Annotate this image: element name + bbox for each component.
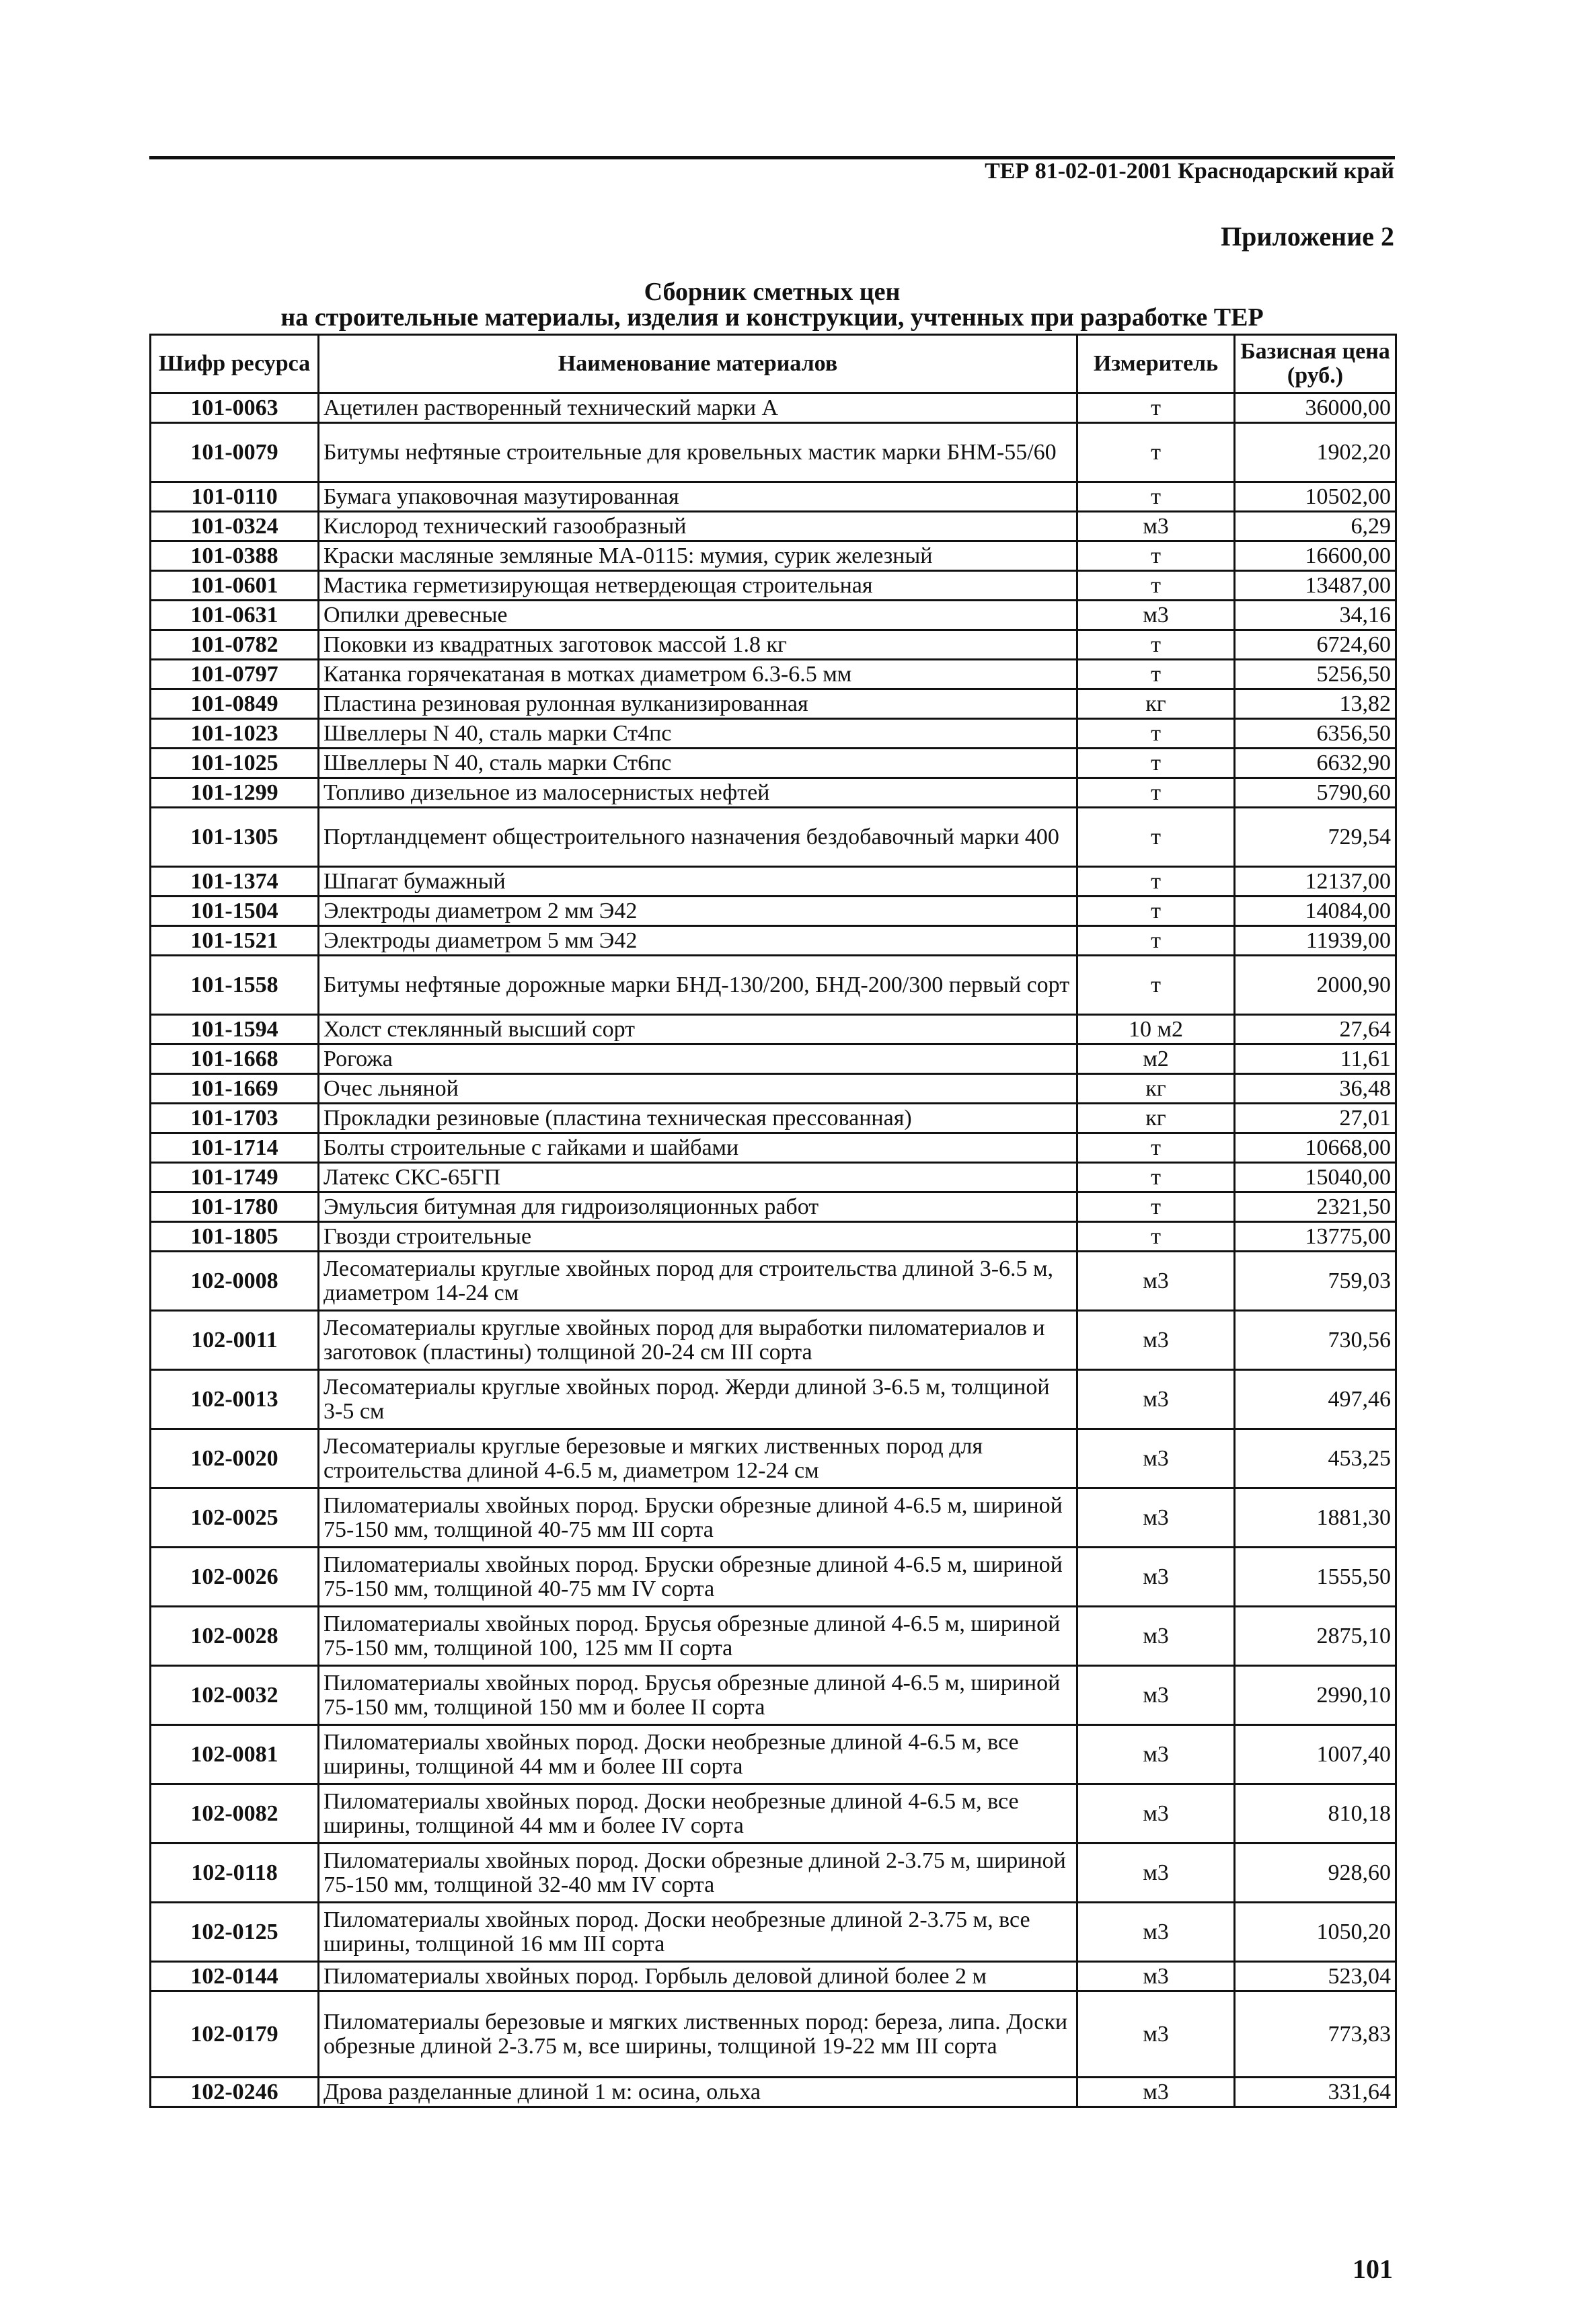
unit-cell: т	[1077, 749, 1235, 778]
resource-code-cell: 101-1299	[151, 778, 319, 808]
table-row	[151, 630, 1396, 660]
resource-code-cell: 101-0631	[151, 601, 319, 630]
unit-cell: м3	[1077, 1962, 1235, 1991]
table-header-row	[151, 335, 1396, 393]
material-name-cell: Кислород технический газообразный	[319, 512, 1077, 541]
table-row	[151, 689, 1396, 719]
unit-cell: т	[1077, 571, 1235, 601]
resource-code-cell: 101-1521	[151, 926, 319, 956]
resource-code-cell: 101-0110	[151, 482, 319, 512]
base-price-cell: 1555,50	[1235, 1548, 1396, 1607]
unit-cell: м3	[1077, 1370, 1235, 1429]
resource-code-cell: 102-0081	[151, 1725, 319, 1784]
table-row	[151, 808, 1396, 867]
table-row	[151, 749, 1396, 778]
material-name-cell: Пластина резиновая рулонная вулканизированная	[319, 689, 1077, 719]
document-header: ТЕР 81-02-01-2001 Краснодарский край	[985, 159, 1394, 184]
resource-code-cell: 102-0025	[151, 1488, 319, 1548]
resource-code-cell: 101-1305	[151, 808, 319, 867]
table-row	[151, 867, 1396, 897]
material-name-cell: Очес льняной	[319, 1074, 1077, 1104]
table-row	[151, 1607, 1396, 1666]
resource-code-cell: 101-1805	[151, 1222, 319, 1252]
table-row	[151, 512, 1396, 541]
table-row	[151, 719, 1396, 749]
base-price-cell: 1902,20	[1235, 423, 1396, 482]
material-name-cell: Гвозди строительные	[319, 1222, 1077, 1252]
column-header-name: Наименование материалов	[319, 335, 1077, 393]
material-name-cell: Швеллеры N 40, сталь марки Ст4пс	[319, 719, 1077, 749]
material-name-cell: Бумага упаковочная мазутированная	[319, 482, 1077, 512]
unit-cell: т	[1077, 541, 1235, 571]
unit-cell: т	[1077, 956, 1235, 1015]
base-price-cell: 6724,60	[1235, 630, 1396, 660]
resource-code-cell: 102-0125	[151, 1903, 319, 1962]
resource-code-cell: 101-1668	[151, 1044, 319, 1074]
material-name-cell: Пиломатериалы хвойных пород. Брусья обрезные длиной 4-6.5 м, шириной 75-150 мм, толщиной 100, 125 мм II сорта	[319, 1607, 1077, 1666]
base-price-cell: 497,46	[1235, 1370, 1396, 1429]
table-row	[151, 1991, 1396, 2078]
resource-code-cell: 101-0063	[151, 393, 319, 423]
material-name-cell: Холст стеклянный высший сорт	[319, 1015, 1077, 1044]
unit-cell: м3	[1077, 1903, 1235, 1962]
unit-cell: т	[1077, 1133, 1235, 1163]
resource-code-cell: 101-1023	[151, 719, 319, 749]
resource-code-cell: 101-0782	[151, 630, 319, 660]
resource-code-cell: 102-0026	[151, 1548, 319, 1607]
material-name-cell: Катанка горячекатаная в мотках диаметром 6.3-6.5 мм	[319, 660, 1077, 689]
unit-cell: кг	[1077, 1104, 1235, 1133]
table-row	[151, 571, 1396, 601]
material-name-cell: Швеллеры N 40, сталь марки Ст6пс	[319, 749, 1077, 778]
material-name-cell: Пиломатериалы хвойных пород. Бруски обрезные длиной 4-6.5 м, шириной 75-150 мм, толщиной 40-75 мм III сорта	[319, 1488, 1077, 1548]
material-name-cell: Эмульсия битумная для гидроизоляционных работ	[319, 1192, 1077, 1222]
unit-cell: м3	[1077, 1607, 1235, 1666]
resource-code-cell: 102-0246	[151, 2078, 319, 2107]
resource-code-cell: 101-1025	[151, 749, 319, 778]
table-row	[151, 1133, 1396, 1163]
resource-code-cell: 101-1504	[151, 897, 319, 926]
material-name-cell: Электроды диаметром 2 мм Э42	[319, 897, 1077, 926]
table-row	[151, 1104, 1396, 1133]
material-name-cell: Пиломатериалы хвойных пород. Доски необрезные длиной 2-3.75 м, все ширины, толщиной 16 мм III сорта	[319, 1903, 1077, 1962]
column-header-unit: Измеритель	[1077, 335, 1235, 393]
base-price-cell: 1050,20	[1235, 1903, 1396, 1962]
table-body	[151, 393, 1396, 2107]
unit-cell: м3	[1077, 1252, 1235, 1311]
table-row	[151, 1962, 1396, 1991]
resource-code-cell: 101-1703	[151, 1104, 319, 1133]
base-price-cell: 2875,10	[1235, 1607, 1396, 1666]
resource-code-cell: 102-0118	[151, 1844, 319, 1903]
resource-code-cell: 102-0082	[151, 1784, 319, 1844]
table-row	[151, 1784, 1396, 1844]
material-name-cell: Пиломатериалы хвойных пород. Доски необрезные длиной 4-6.5 м, все ширины, толщиной 44 мм и более IV сорта	[319, 1784, 1077, 1844]
unit-cell: м3	[1077, 1548, 1235, 1607]
resource-code-cell: 101-0324	[151, 512, 319, 541]
table-row	[151, 482, 1396, 512]
unit-cell: м3	[1077, 1844, 1235, 1903]
unit-cell: м3	[1077, 1488, 1235, 1548]
base-price-cell: 14084,00	[1235, 897, 1396, 926]
base-price-cell: 453,25	[1235, 1429, 1396, 1488]
table-row	[151, 601, 1396, 630]
unit-cell: т	[1077, 778, 1235, 808]
material-name-cell: Портландцемент общестроительного назначения бездобавочный марки 400	[319, 808, 1077, 867]
base-price-cell: 729,54	[1235, 808, 1396, 867]
base-price-cell: 34,16	[1235, 601, 1396, 630]
base-price-cell: 730,56	[1235, 1311, 1396, 1370]
resource-code-cell: 101-1558	[151, 956, 319, 1015]
unit-cell: 10 м2	[1077, 1015, 1235, 1044]
base-price-cell: 6356,50	[1235, 719, 1396, 749]
resource-code-cell: 101-0849	[151, 689, 319, 719]
base-price-cell: 928,60	[1235, 1844, 1396, 1903]
table-row	[151, 1370, 1396, 1429]
unit-cell: м3	[1077, 601, 1235, 630]
material-name-cell: Ацетилен растворенный технический марки А	[319, 393, 1077, 423]
base-price-cell: 6632,90	[1235, 749, 1396, 778]
unit-cell: т	[1077, 808, 1235, 867]
base-price-cell: 15040,00	[1235, 1163, 1396, 1192]
appendix-label: Приложение 2	[1221, 221, 1394, 252]
table-row	[151, 1311, 1396, 1370]
unit-cell: м2	[1077, 1044, 1235, 1074]
base-price-cell: 13,82	[1235, 689, 1396, 719]
table-row	[151, 1666, 1396, 1725]
base-price-cell: 810,18	[1235, 1784, 1396, 1844]
unit-cell: м3	[1077, 1725, 1235, 1784]
table-row	[151, 1163, 1396, 1192]
unit-cell: м3	[1077, 2078, 1235, 2107]
material-name-cell: Прокладки резиновые (пластина техническая прессованная)	[319, 1104, 1077, 1133]
table-row	[151, 1429, 1396, 1488]
material-name-cell: Электроды диаметром 5 мм Э42	[319, 926, 1077, 956]
material-name-cell: Топливо дизельное из малосернистых нефтей	[319, 778, 1077, 808]
table-row	[151, 423, 1396, 482]
unit-cell: т	[1077, 423, 1235, 482]
material-name-cell: Краски масляные земляные МА-0115: мумия, сурик железный	[319, 541, 1077, 571]
unit-cell: т	[1077, 719, 1235, 749]
table-row	[151, 897, 1396, 926]
table-row	[151, 1548, 1396, 1607]
base-price-cell: 16600,00	[1235, 541, 1396, 571]
unit-cell: кг	[1077, 689, 1235, 719]
unit-cell: м3	[1077, 1666, 1235, 1725]
material-name-cell: Шпагат бумажный	[319, 867, 1077, 897]
material-name-cell: Пиломатериалы хвойных пород. Доски обрезные длиной 2-3.75 м, шириной 75-150 мм, толщиной 32-40 мм IV сорта	[319, 1844, 1077, 1903]
resource-code-cell: 101-1780	[151, 1192, 319, 1222]
material-name-cell: Лесоматериалы круглые хвойных пород для строительства длиной 3-6.5 м, диаметром 14-24 см	[319, 1252, 1077, 1311]
material-name-cell: Мастика герметизирующая нетвердеющая строительная	[319, 571, 1077, 601]
unit-cell: т	[1077, 660, 1235, 689]
resource-code-cell: 101-1374	[151, 867, 319, 897]
material-name-cell: Лесоматериалы круглые хвойных пород. Жерди длиной 3-6.5 м, толщиной 3-5 см	[319, 1370, 1077, 1429]
table-row	[151, 1844, 1396, 1903]
base-price-cell: 5256,50	[1235, 660, 1396, 689]
unit-cell: кг	[1077, 1074, 1235, 1104]
table-row	[151, 1488, 1396, 1548]
base-price-cell: 11,61	[1235, 1044, 1396, 1074]
base-price-cell: 6,29	[1235, 512, 1396, 541]
table-row	[151, 1192, 1396, 1222]
base-price-cell: 10502,00	[1235, 482, 1396, 512]
unit-cell: м3	[1077, 1784, 1235, 1844]
material-name-cell: Битумы нефтяные дорожные марки БНД-130/200, БНД-200/300 первый сорт	[319, 956, 1077, 1015]
resource-code-cell: 101-0079	[151, 423, 319, 482]
resource-code-cell: 101-1749	[151, 1163, 319, 1192]
material-name-cell: Пиломатериалы хвойных пород. Брусья обрезные длиной 4-6.5 м, шириной 75-150 мм, толщиной 150 мм и более II сорта	[319, 1666, 1077, 1725]
resource-code-cell: 102-0020	[151, 1429, 319, 1488]
base-price-cell: 2990,10	[1235, 1666, 1396, 1725]
resource-code-cell: 101-0388	[151, 541, 319, 571]
unit-cell: т	[1077, 482, 1235, 512]
resource-code-cell: 101-0797	[151, 660, 319, 689]
resource-code-cell: 101-1594	[151, 1015, 319, 1044]
header-divider	[149, 156, 1395, 159]
table-row	[151, 1725, 1396, 1784]
table-row	[151, 393, 1396, 423]
base-price-cell: 10668,00	[1235, 1133, 1396, 1163]
base-price-cell: 1007,40	[1235, 1725, 1396, 1784]
material-name-cell: Пиломатериалы хвойных пород. Доски необрезные длиной 4-6.5 м, все ширины, толщиной 44 мм и более III сорта	[319, 1725, 1077, 1784]
resource-code-cell: 102-0011	[151, 1311, 319, 1370]
base-price-cell: 36,48	[1235, 1074, 1396, 1104]
base-price-cell: 12137,00	[1235, 867, 1396, 897]
column-header-code: Шифр ресурса	[151, 335, 319, 393]
base-price-cell: 773,83	[1235, 1991, 1396, 2078]
table-row	[151, 2078, 1396, 2107]
material-name-cell: Поковки из квадратных заготовок массой 1.8 кг	[319, 630, 1077, 660]
unit-cell: м3	[1077, 512, 1235, 541]
unit-cell: т	[1077, 867, 1235, 897]
table-title: Сборник сметных цен	[644, 278, 901, 306]
unit-cell: т	[1077, 1222, 1235, 1252]
unit-cell: т	[1077, 926, 1235, 956]
base-price-cell: 36000,00	[1235, 393, 1396, 423]
page-number: 101	[1353, 2254, 1393, 2284]
material-name-cell: Дрова разделанные длиной 1 м: осина, ольха	[319, 2078, 1077, 2107]
unit-cell: т	[1077, 897, 1235, 926]
base-price-cell: 2321,50	[1235, 1192, 1396, 1222]
table-row	[151, 1903, 1396, 1962]
price-table	[149, 334, 1397, 2108]
base-price-cell: 759,03	[1235, 1252, 1396, 1311]
table-row	[151, 541, 1396, 571]
base-price-cell: 2000,90	[1235, 956, 1396, 1015]
material-name-cell: Опилки древесные	[319, 601, 1077, 630]
column-header-price: Базисная цена (руб.)	[1235, 335, 1396, 393]
table-row	[151, 1222, 1396, 1252]
unit-cell: т	[1077, 1163, 1235, 1192]
material-name-cell: Рогожа	[319, 1044, 1077, 1074]
material-name-cell: Лесоматериалы круглые березовые и мягких лиственных пород для строительства длиной 4-6.5 м, диаметром 12-24 см	[319, 1429, 1077, 1488]
material-name-cell: Пиломатериалы хвойных пород. Горбыль деловой длиной более 2 м	[319, 1962, 1077, 1991]
resource-code-cell: 102-0028	[151, 1607, 319, 1666]
table-row	[151, 1015, 1396, 1044]
material-name-cell: Болты строительные с гайками и шайбами	[319, 1133, 1077, 1163]
base-price-cell: 11939,00	[1235, 926, 1396, 956]
base-price-cell: 13775,00	[1235, 1222, 1396, 1252]
resource-code-cell: 102-0179	[151, 1991, 319, 2078]
table-row	[151, 926, 1396, 956]
table-row	[151, 1074, 1396, 1104]
resource-code-cell: 102-0013	[151, 1370, 319, 1429]
material-name-cell: Битумы нефтяные строительные для кровельных мастик марки БНМ-55/60	[319, 423, 1077, 482]
base-price-cell: 13487,00	[1235, 571, 1396, 601]
unit-cell: т	[1077, 630, 1235, 660]
unit-cell: м3	[1077, 1311, 1235, 1370]
resource-code-cell: 102-0008	[151, 1252, 319, 1311]
base-price-cell: 523,04	[1235, 1962, 1396, 1991]
unit-cell: м3	[1077, 1991, 1235, 2078]
base-price-cell: 1881,30	[1235, 1488, 1396, 1548]
base-price-cell: 27,01	[1235, 1104, 1396, 1133]
material-name-cell: Пиломатериалы березовые и мягких лиственных пород: береза, липа. Доски обрезные длиной 2-3.75 м, все ширины, толщиной 19-22 мм III сорта	[319, 1991, 1077, 2078]
unit-cell: м3	[1077, 1429, 1235, 1488]
resource-code-cell: 101-1714	[151, 1133, 319, 1163]
table-row	[151, 956, 1396, 1015]
unit-cell: т	[1077, 393, 1235, 423]
table-subtitle: на строительные материалы, изделия и конструкции, учтенных при разработке ТЕР	[280, 303, 1264, 332]
material-name-cell: Лесоматериалы круглые хвойных пород для выработки пиломатериалов и заготовок (пластины) толщиной 20-24 см III сорта	[319, 1311, 1077, 1370]
table-row	[151, 1252, 1396, 1311]
unit-cell: т	[1077, 1192, 1235, 1222]
table-row	[151, 1044, 1396, 1074]
base-price-cell: 27,64	[1235, 1015, 1396, 1044]
base-price-cell: 331,64	[1235, 2078, 1396, 2107]
material-name-cell: Пиломатериалы хвойных пород. Бруски обрезные длиной 4-6.5 м, шириной 75-150 мм, толщиной 40-75 мм IV сорта	[319, 1548, 1077, 1607]
resource-code-cell: 101-0601	[151, 571, 319, 601]
resource-code-cell: 102-0144	[151, 1962, 319, 1991]
base-price-cell: 5790,60	[1235, 778, 1396, 808]
resource-code-cell: 102-0032	[151, 1666, 319, 1725]
resource-code-cell: 101-1669	[151, 1074, 319, 1104]
material-name-cell: Латекс СКС-65ГП	[319, 1163, 1077, 1192]
table-row	[151, 660, 1396, 689]
table-row	[151, 778, 1396, 808]
